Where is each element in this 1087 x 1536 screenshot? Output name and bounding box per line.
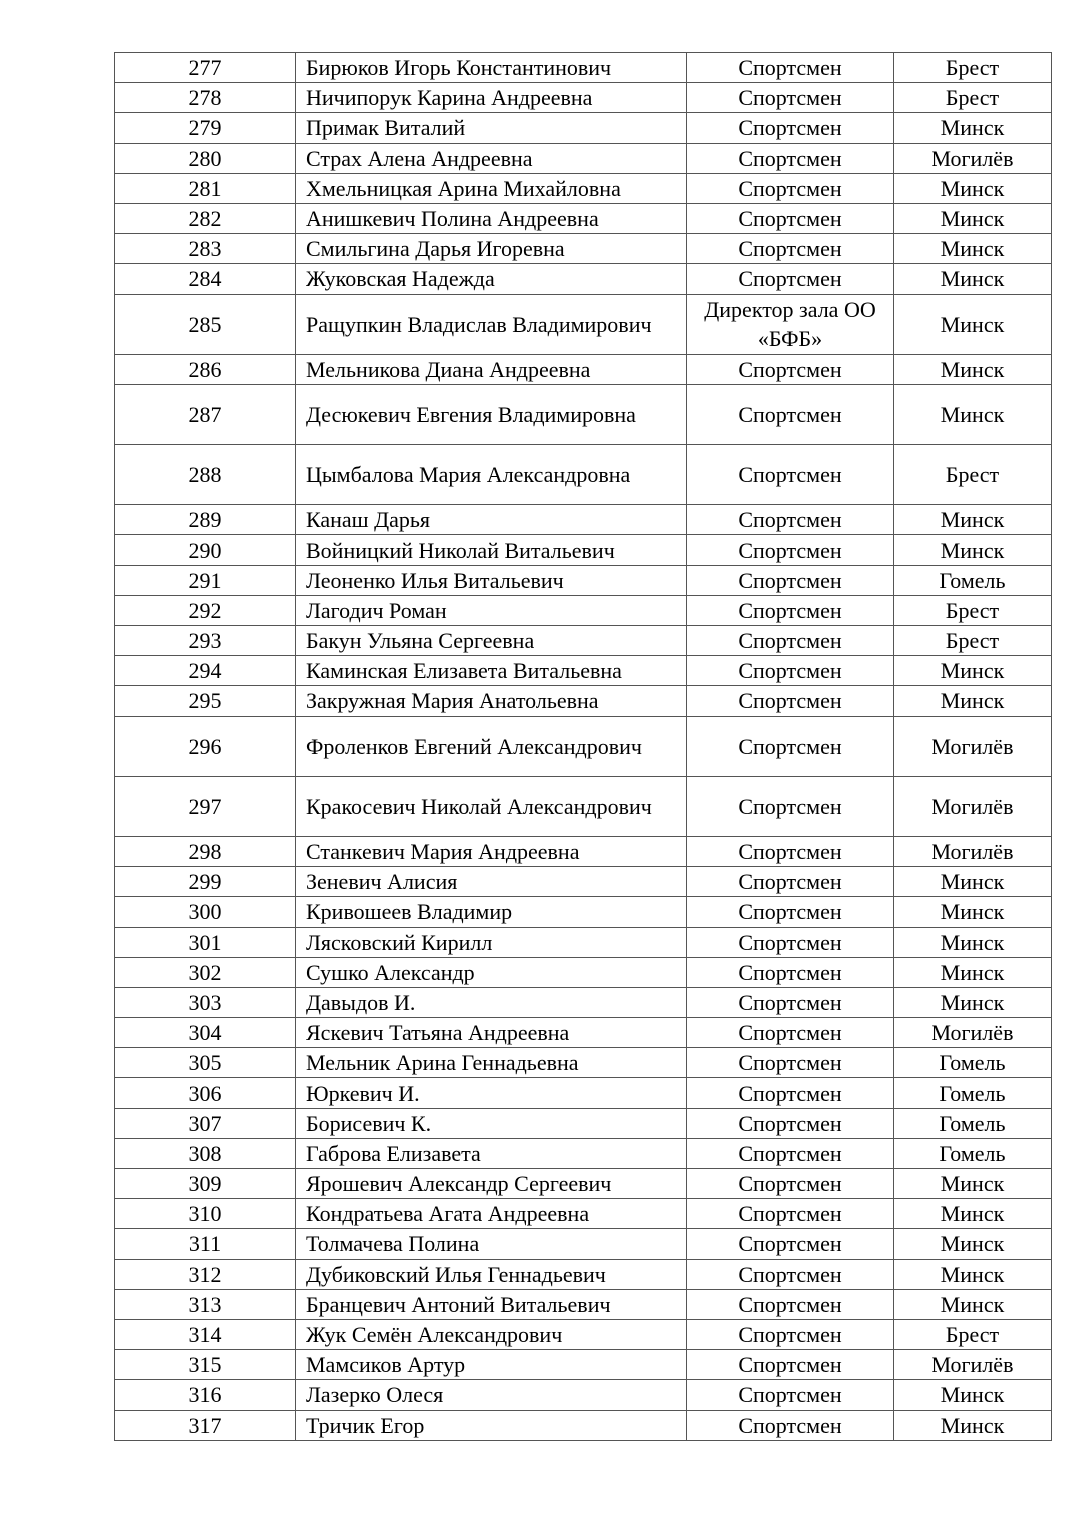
role-cell: Спортсмен (687, 1048, 894, 1078)
role-cell: Спортсмен (687, 505, 894, 535)
name-cell: Сушко Александр (296, 957, 687, 987)
name-cell: Бирюков Игорь Константинович (296, 53, 687, 83)
row-number-cell: 312 (115, 1259, 296, 1289)
table-row (115, 535, 1052, 565)
row-number-cell: 284 (115, 264, 296, 294)
row-number-cell: 302 (115, 957, 296, 987)
city-cell: Гомель (894, 1048, 1052, 1078)
name-cell: Давыдов И. (296, 987, 687, 1017)
role-cell: Спортсмен (687, 987, 894, 1017)
table-row (115, 1199, 1052, 1229)
table-row (115, 354, 1052, 384)
table-row (115, 957, 1052, 987)
name-cell: Примак Виталий (296, 113, 687, 143)
city-cell: Минск (894, 987, 1052, 1017)
city-cell: Минск (894, 354, 1052, 384)
table-row (115, 294, 1052, 354)
name-cell: Лазерко Олеся (296, 1380, 687, 1410)
row-number-cell: 314 (115, 1319, 296, 1349)
city-cell: Брест (894, 53, 1052, 83)
table-row (115, 867, 1052, 897)
table-row (115, 1380, 1052, 1410)
table-row (115, 53, 1052, 83)
table-row (115, 1229, 1052, 1259)
table-row (115, 1259, 1052, 1289)
role-cell: Спортсмен (687, 686, 894, 716)
row-number-cell: 296 (115, 716, 296, 776)
city-cell: Минск (894, 1169, 1052, 1199)
role-cell: Спортсмен (687, 445, 894, 505)
role-cell: Спортсмен (687, 1018, 894, 1048)
city-cell: Минск (894, 927, 1052, 957)
name-cell: Тричик Егор (296, 1410, 687, 1440)
participants-table-body (115, 53, 1052, 1441)
role-cell: Спортсмен (687, 354, 894, 384)
name-cell: Мельник Арина Геннадьевна (296, 1048, 687, 1078)
table-row (115, 1350, 1052, 1380)
name-cell: Жук Семён Александрович (296, 1319, 687, 1349)
row-number-cell: 294 (115, 656, 296, 686)
row-number-cell: 281 (115, 173, 296, 203)
participants-table (114, 52, 1052, 1441)
city-cell: Минск (894, 686, 1052, 716)
city-cell: Минск (894, 1229, 1052, 1259)
role-cell: Спортсмен (687, 897, 894, 927)
table-row (115, 173, 1052, 203)
role-cell: Спортсмен (687, 1259, 894, 1289)
name-cell: Мельникова Диана Андреевна (296, 354, 687, 384)
table-row (115, 264, 1052, 294)
name-cell: Войницкий Николай Витальевич (296, 535, 687, 565)
city-cell: Могилёв (894, 836, 1052, 866)
city-cell: Гомель (894, 1138, 1052, 1168)
table-row (115, 595, 1052, 625)
name-cell: Ярошевич Александр Сергеевич (296, 1169, 687, 1199)
name-cell: Зеневич Алисия (296, 867, 687, 897)
role-cell: Спортсмен (687, 234, 894, 264)
row-number-cell: 282 (115, 203, 296, 233)
row-number-cell: 280 (115, 143, 296, 173)
row-number-cell: 297 (115, 776, 296, 836)
row-number-cell: 309 (115, 1169, 296, 1199)
table-row (115, 776, 1052, 836)
role-cell: Спортсмен (687, 264, 894, 294)
role-cell: Спортсмен (687, 1199, 894, 1229)
city-cell: Минск (894, 1380, 1052, 1410)
role-cell: Спортсмен (687, 1229, 894, 1259)
name-cell: Яскевич Татьяна Андреевна (296, 1018, 687, 1048)
role-cell: Спортсмен (687, 384, 894, 444)
table-row (115, 626, 1052, 656)
role-cell: Спортсмен (687, 1169, 894, 1199)
row-number-cell: 310 (115, 1199, 296, 1229)
table-row (115, 1410, 1052, 1440)
role-cell: Спортсмен (687, 1350, 894, 1380)
row-number-cell: 311 (115, 1229, 296, 1259)
table-row (115, 505, 1052, 535)
row-number-cell: 316 (115, 1380, 296, 1410)
table-row (115, 234, 1052, 264)
table-row (115, 897, 1052, 927)
name-cell: Бранцевич Антоний Витальевич (296, 1289, 687, 1319)
table-row (115, 83, 1052, 113)
table-row (115, 113, 1052, 143)
row-number-cell: 288 (115, 445, 296, 505)
city-cell: Минск (894, 867, 1052, 897)
role-cell: Спортсмен (687, 626, 894, 656)
table-row (115, 1048, 1052, 1078)
role-cell: Спортсмен (687, 1138, 894, 1168)
role-cell: Спортсмен (687, 656, 894, 686)
role-cell: Спортсмен (687, 1289, 894, 1319)
city-cell: Минск (894, 1289, 1052, 1319)
row-number-cell: 278 (115, 83, 296, 113)
city-cell: Минск (894, 957, 1052, 987)
role-cell: Спортсмен (687, 203, 894, 233)
name-cell: Мамсиков Артур (296, 1350, 687, 1380)
name-cell: Станкевич Мария Андреевна (296, 836, 687, 866)
name-cell: Десюкевич Евгения Владимировна (296, 384, 687, 444)
city-cell: Могилёв (894, 716, 1052, 776)
city-cell: Брест (894, 445, 1052, 505)
table-row (115, 1078, 1052, 1108)
role-cell: Спортсмен (687, 1380, 894, 1410)
row-number-cell: 283 (115, 234, 296, 264)
role-cell: Спортсмен (687, 1319, 894, 1349)
city-cell: Могилёв (894, 143, 1052, 173)
city-cell: Минск (894, 535, 1052, 565)
role-cell: Спортсмен (687, 113, 894, 143)
city-cell: Минск (894, 173, 1052, 203)
role-cell: Спортсмен (687, 595, 894, 625)
name-cell: Толмачева Полина (296, 1229, 687, 1259)
table-row (115, 927, 1052, 957)
row-number-cell: 291 (115, 565, 296, 595)
name-cell: Дубиковский Илья Геннадьевич (296, 1259, 687, 1289)
table-row (115, 686, 1052, 716)
table-row (115, 565, 1052, 595)
name-cell: Жуковская Надежда (296, 264, 687, 294)
name-cell: Анишкевич Полина Андреевна (296, 203, 687, 233)
row-number-cell: 300 (115, 897, 296, 927)
role-cell: Спортсмен (687, 1078, 894, 1108)
role-cell: Спортсмен (687, 565, 894, 595)
city-cell: Брест (894, 626, 1052, 656)
row-number-cell: 301 (115, 927, 296, 957)
city-cell: Минск (894, 1259, 1052, 1289)
name-cell: Борисевич К. (296, 1108, 687, 1138)
name-cell: Кондратьева Агата Андреевна (296, 1199, 687, 1229)
table-row (115, 1169, 1052, 1199)
name-cell: Закружная Мария Анатольевна (296, 686, 687, 716)
row-number-cell: 315 (115, 1350, 296, 1380)
row-number-cell: 285 (115, 294, 296, 354)
city-cell: Могилёв (894, 776, 1052, 836)
city-cell: Минск (894, 505, 1052, 535)
row-number-cell: 277 (115, 53, 296, 83)
row-number-cell: 308 (115, 1138, 296, 1168)
city-cell: Минск (894, 203, 1052, 233)
role-cell: Спортсмен (687, 1108, 894, 1138)
city-cell: Могилёв (894, 1350, 1052, 1380)
row-number-cell: 279 (115, 113, 296, 143)
name-cell: Цымбалова Мария Александровна (296, 445, 687, 505)
name-cell: Бакун Ульяна Сергеевна (296, 626, 687, 656)
name-cell: Каминская Елизавета Витальевна (296, 656, 687, 686)
role-cell: Спортсмен (687, 957, 894, 987)
row-number-cell: 307 (115, 1108, 296, 1138)
city-cell: Могилёв (894, 1018, 1052, 1048)
row-number-cell: 289 (115, 505, 296, 535)
role-cell: Спортсмен (687, 53, 894, 83)
name-cell: Кривошеев Владимир (296, 897, 687, 927)
name-cell: Леоненко Илья Витальевич (296, 565, 687, 595)
name-cell: Кракосевич Николай Александрович (296, 776, 687, 836)
name-cell: Страх Алена Андреевна (296, 143, 687, 173)
table-row (115, 1289, 1052, 1319)
table-row (115, 1108, 1052, 1138)
name-cell: Юркевич И. (296, 1078, 687, 1108)
row-number-cell: 293 (115, 626, 296, 656)
row-number-cell: 313 (115, 1289, 296, 1319)
name-cell: Фроленков Евгений Александрович (296, 716, 687, 776)
name-cell: Смильгина Дарья Игоревна (296, 234, 687, 264)
table-row (115, 203, 1052, 233)
role-cell: Спортсмен (687, 867, 894, 897)
city-cell: Гомель (894, 565, 1052, 595)
role-cell: Спортсмен (687, 927, 894, 957)
name-cell: Габрова Елизавета (296, 1138, 687, 1168)
table-row (115, 1319, 1052, 1349)
table-row (115, 1138, 1052, 1168)
role-cell: Спортсмен (687, 173, 894, 203)
name-cell: Лясковский Кирилл (296, 927, 687, 957)
name-cell: Ращупкин Владислав Владимирович (296, 294, 687, 354)
row-number-cell: 286 (115, 354, 296, 384)
row-number-cell: 317 (115, 1410, 296, 1440)
table-row (115, 836, 1052, 866)
row-number-cell: 290 (115, 535, 296, 565)
role-cell: Спортсмен (687, 836, 894, 866)
city-cell: Брест (894, 595, 1052, 625)
table-row (115, 143, 1052, 173)
city-cell: Минск (894, 234, 1052, 264)
row-number-cell: 295 (115, 686, 296, 716)
table-row (115, 384, 1052, 444)
row-number-cell: 298 (115, 836, 296, 866)
city-cell: Брест (894, 1319, 1052, 1349)
row-number-cell: 292 (115, 595, 296, 625)
table-row (115, 656, 1052, 686)
name-cell: Канаш Дарья (296, 505, 687, 535)
city-cell: Минск (894, 897, 1052, 927)
table-row (115, 716, 1052, 776)
name-cell: Лагодич Роман (296, 595, 687, 625)
city-cell: Минск (894, 1410, 1052, 1440)
role-cell: Спортсмен (687, 535, 894, 565)
city-cell: Брест (894, 83, 1052, 113)
name-cell: Ничипорук Карина Андреевна (296, 83, 687, 113)
row-number-cell: 287 (115, 384, 296, 444)
city-cell: Минск (894, 1199, 1052, 1229)
row-number-cell: 306 (115, 1078, 296, 1108)
city-cell: Минск (894, 294, 1052, 354)
city-cell: Минск (894, 384, 1052, 444)
role-cell: Директор зала ОО «БФБ» (687, 294, 894, 354)
city-cell: Минск (894, 264, 1052, 294)
row-number-cell: 304 (115, 1018, 296, 1048)
city-cell: Минск (894, 656, 1052, 686)
table-row (115, 445, 1052, 505)
table-row (115, 1018, 1052, 1048)
city-cell: Гомель (894, 1078, 1052, 1108)
table-row (115, 987, 1052, 1017)
role-cell: Спортсмен (687, 776, 894, 836)
role-cell: Спортсмен (687, 716, 894, 776)
city-cell: Гомель (894, 1108, 1052, 1138)
role-cell: Спортсмен (687, 1410, 894, 1440)
name-cell: Хмельницкая Арина Михайловна (296, 173, 687, 203)
role-cell: Спортсмен (687, 143, 894, 173)
row-number-cell: 305 (115, 1048, 296, 1078)
row-number-cell: 299 (115, 867, 296, 897)
city-cell: Минск (894, 113, 1052, 143)
row-number-cell: 303 (115, 987, 296, 1017)
role-cell: Спортсмен (687, 83, 894, 113)
